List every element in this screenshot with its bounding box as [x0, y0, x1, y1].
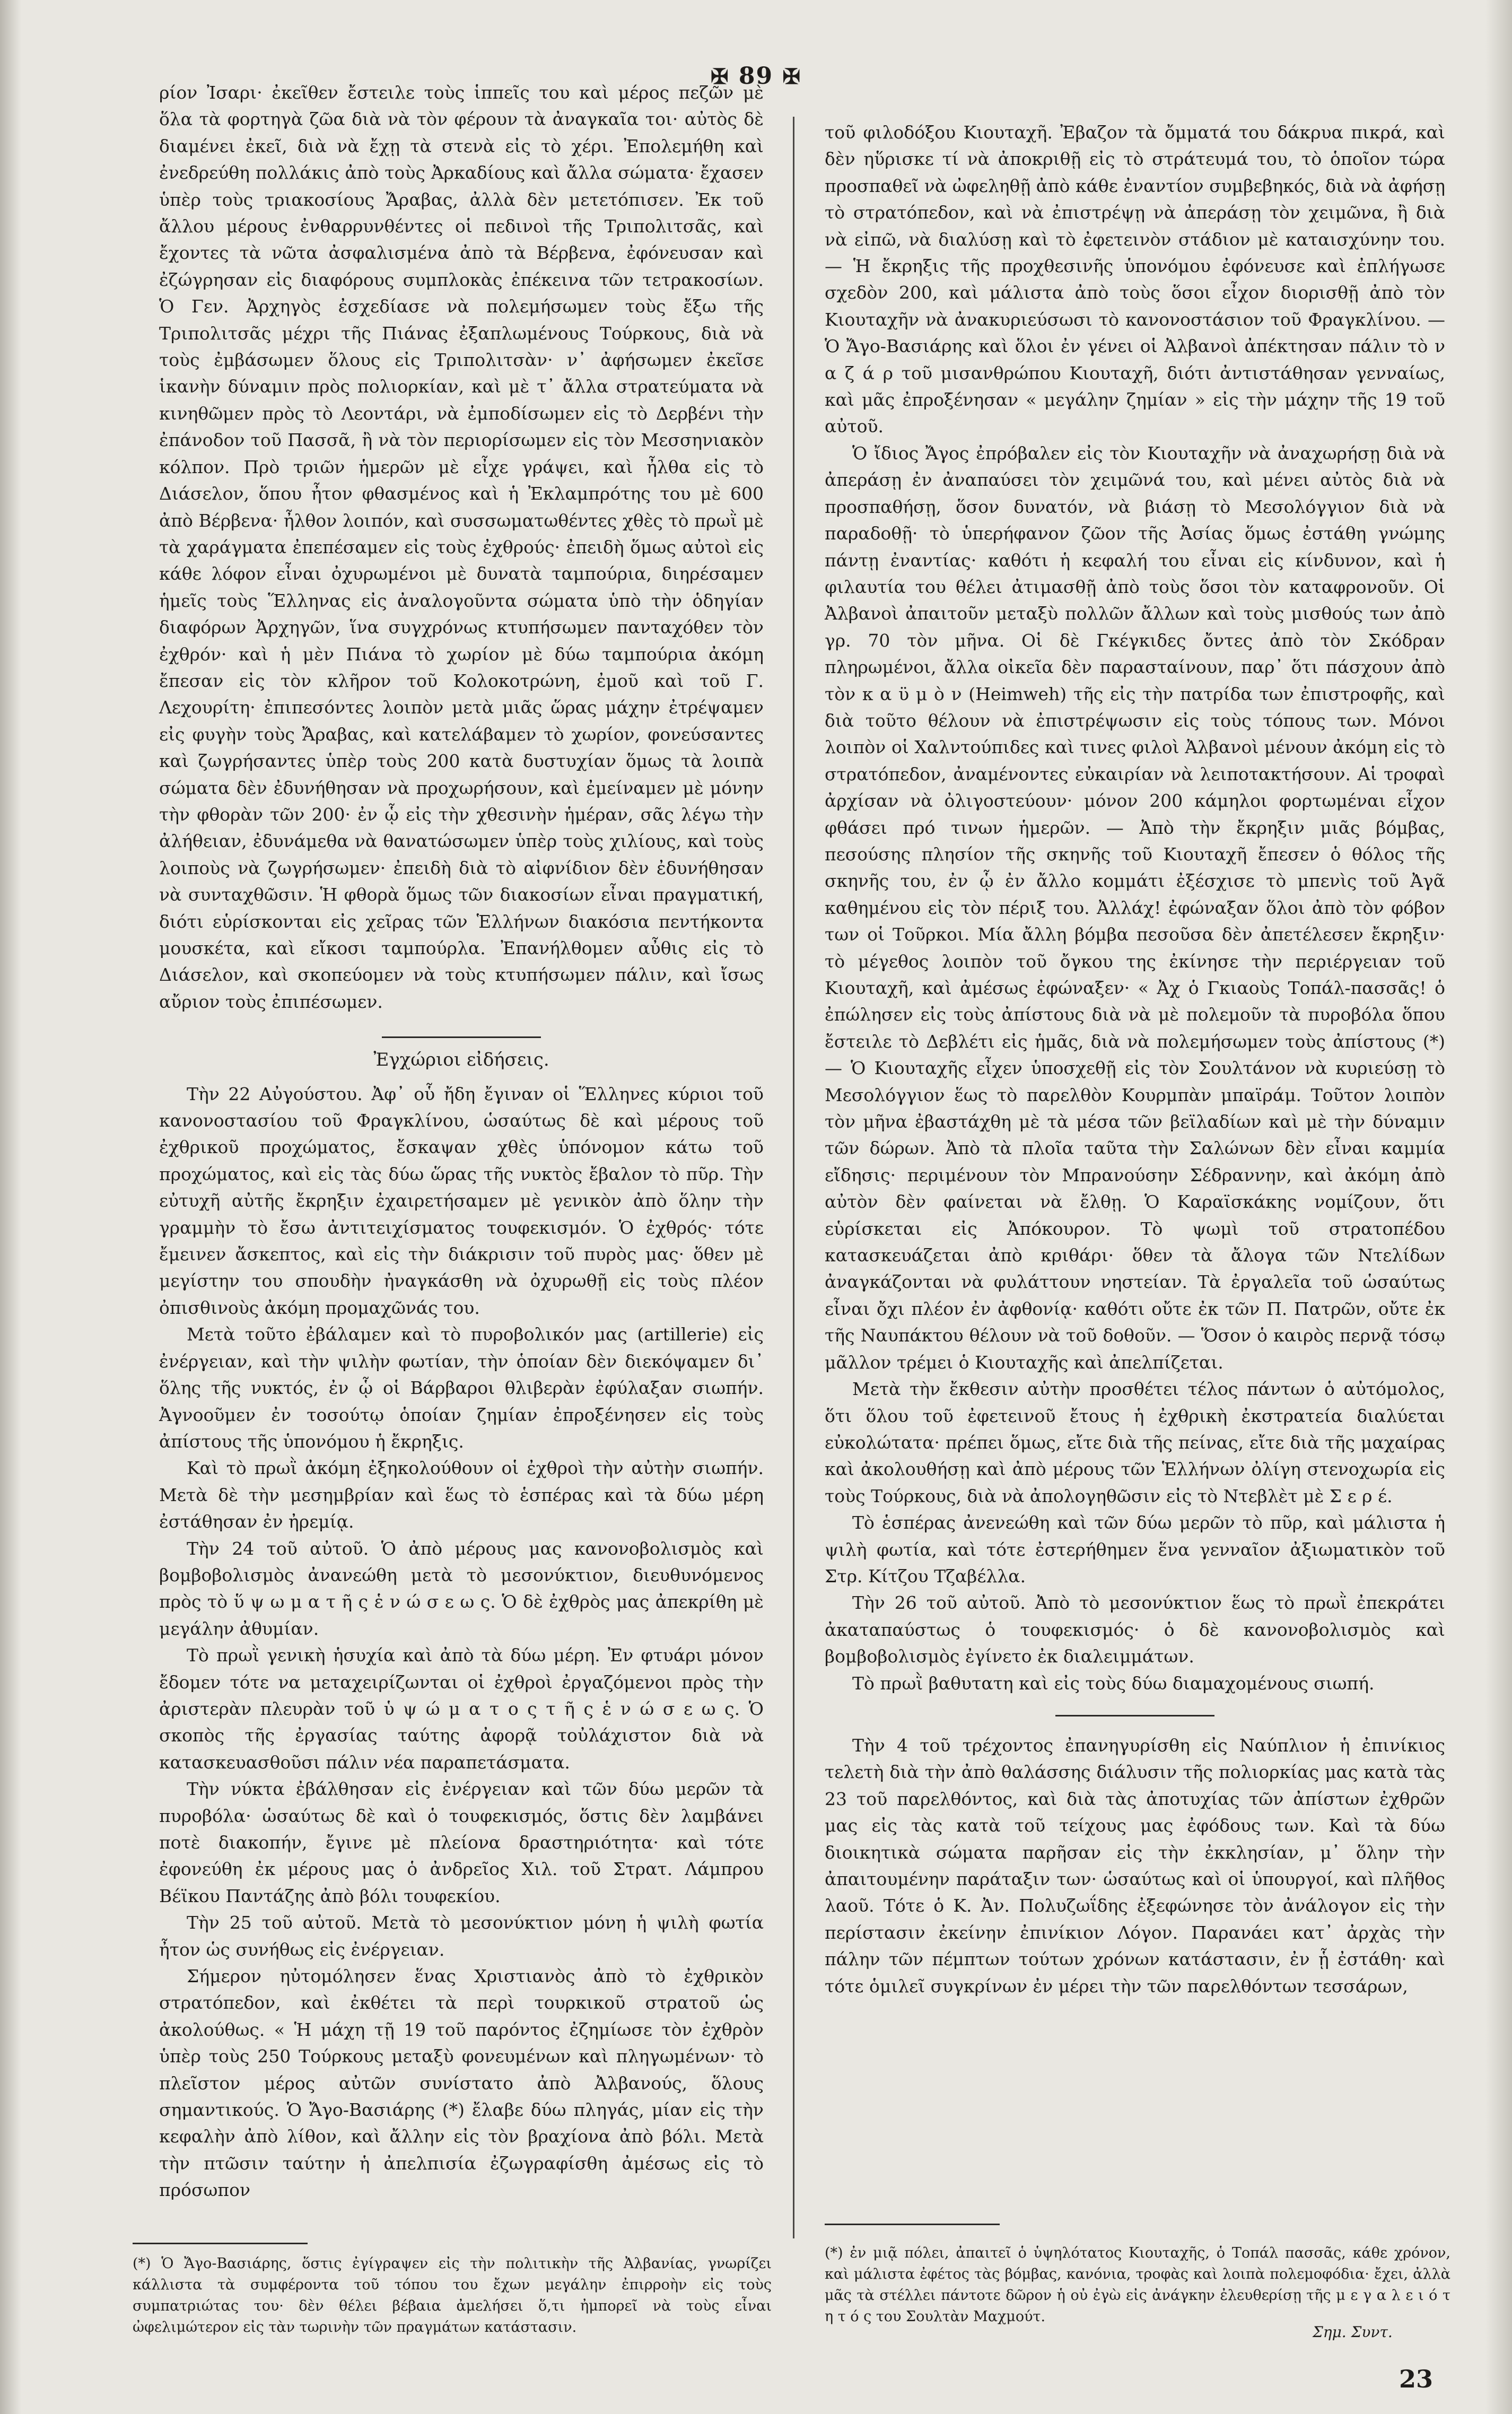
signature-mark: 23 [1399, 2365, 1434, 2393]
news-paragraph: Καὶ τὸ πρωῒ ἀκόμη ἐξηκολούθουν οἱ ἐχθροὶ τὴν αὐτὴν σιωπήν. Μετὰ δὲ τὴν μεσημβρίαν καὶ ἕως τὸ ἑσπέρας καὶ τὰ δύω μέρη ἐστάθησαν ἐν ἠρεμίᾳ. [159, 1458, 764, 1532]
page-number: 89 [738, 63, 774, 90]
news-paragraph: Τὸ πρωῒ βαθυτατη καὶ εἰς τοὺς δύω διαμαχομένους σιωπή. [852, 1672, 1375, 1694]
footnote-rule [133, 2243, 308, 2244]
section-rule [382, 1036, 541, 1038]
news-paragraph: Σήμερον ηὐτομόλησεν ἕνας Χριστιανὸς ἀπὸ τὸ ἐχθρικὸν στρατόπεδον, καὶ ἐκθέτει τὰ περὶ τουρκικοῦ στρατοῦ ὡς ἀκολούθως. « Ἡ μάχη τῇ 19 τοῦ παρόντος ἐζημίωσε τὸν ἐχθρὸν ὑπὲρ τοὺς 250 Τούρκους μεταξὺ φονευμένων καὶ πληγωμένων· τὸ πλεῖστον μέρος αὐτῶν συνίστατο ἀπὸ Ἀλβανούς, ὅλους σημαντικούς. Ὁ Ἄγο-Βασιάρης (*) ἔλαβε δύω πληγάς, μίαν εἰς τὴν κεφαλὴν ἀπὸ λίθον, καὶ ἄλλην εἰς τὸν βραχίονα ἀπὸ βόλι. Μετὰ τὴν πτῶσιν ταύτην ἡ ἀπελπισία ἐζωγραφίσθη ἀμέσως εἰς τὸ πρόσωπον [159, 1966, 764, 2201]
footnote-right: (*) ἐν μιᾷ πόλει, ἀπαιτεῖ ὁ ὑψηλότατος Κιουταχῆς, ὁ Τοπάλ πασσᾶς, κάθε χρόνον, καὶ μάλιστα ἐφέτος τὰς βόμβας, κανόνια, τροφὰς καὶ λοιπὰ πολεμοφόδια· ἔχει, ἀλλὰ μᾶς τὰ στέλλει πάντοτε δῶρον ἡ οὐ ἐγὼ εἰς ἀνάγκην ἐλευθερίσῃ τῆς μ ε γ α λ ε ι ό τ η τ ό ς του Σουλτὰν Μαχμούτ. [825, 2245, 1450, 2325]
page-edge-shadow-right [1485, 0, 1512, 2414]
news-paragraph: Μετὰ τοῦτο ἐβάλαμεν καὶ τὸ πυροβολικόν μας (artillerie) εἰς ἐνέργειαν, καὶ τὴν ψιλὴν φωτίαν, τὴν ὁποίαν δὲν διεκόψαμεν δι᾽ ὅλης τῆς νυκτός, ἐν ᾧ οἱ Βάρβαροι θλιβερὰν ἐφύλαξαν σιωπήν. Ἀγνοοῦμεν ἐν τοσούτῳ ὁποίαν ζημίαν ἐπροξένησεν εἰς τοὺς ἀπίστους τῆς ὑπονόμου ἡ ἔκρηξις. [159, 1324, 764, 1452]
news-paragraph: Ὁ ἴδιος Ἄγος ἐπρόβαλεν εἰς τὸν Κιουταχῆν νὰ ἀναχωρήσῃ διὰ νὰ ἀπεράσῃ ἐν ἀναπαύσει τὸν χειμῶνά του, καὶ μένει αὐτὸς διὰ νὰ προσπαθήσῃ, ὅσον δυνατόν, νὰ βιάσῃ τὸ Μεσολόγγιον διὰ νὰ παραδοθῇ· τὸ ὑπερήφανον ζῶον τῆς Ἀσίας ὅμως ἐστάθη γνώμης πάντῃ ἐναντίας· καθότι ἡ κεφαλή του εἶναι εἰς κίνδυνον, καὶ ἡ φιλαυτία του θέλει ἀτιμασθῇ ἀπὸ τοὺς ὅσοι τὸν καταφρονοῦν. Οἱ Ἀλβανοὶ ἀπαιτοῦν μεταξὺ πολλῶν ἄλλων καὶ τοὺς μισθούς των ἀπὸ γρ. 70 τὸν μῆνα. Οἱ δὲ Γκέγκιδες ὄντες ἀπὸ τὸν Σκόδραν πληρωμένοι, ἄλλα οἰκεῖα δὲν παρασταίνουν, παρ᾽ ὅτι πάσχουν ἀπὸ τὸν κ α ϋ μ ὸ ν (Heimweh) τῆς εἰς τὴν πατρίδα των ἐπιστροφῆς, καὶ διὰ τοῦτο θέλουν νὰ ἐπιστρέψωσιν εἰς τοὺς τόπους των. Μόνοι λοιπὸν οἱ Χαλντούπιδες καὶ τινες φιλοὶ Ἀλβανοὶ μένουν ἀκόμη εἰς τὸ στρατόπεδον, ἀναμένοντες εὐκαιρίαν νὰ λειποτακτήσουν. Αἱ τροφαὶ ἀρχίσαν νὰ ὀλιγοστεύουν· μόνον 200 κάμηλοι φορτωμέναι εἶχον φθάσει πρό τινων ἡμερῶν. — Ἀπὸ τὴν ἔκρηξιν μιᾶς βόμβας, πεσούσης πλησίον τῆς σκηνῆς τοῦ Κιουταχῆ ἔπεσεν ὁ θόλος τῆς σκηνῆς του, ἐν ᾧ ἐν ἄλλο κομμάτι ἐξέσχισε τὸ μπενὶς τοῦ Ἀγᾶ καθημένου εἰς τὸν πέριξ του. Ἀλλάχ! ἐφώναξαν ὅλοι ἀπὸ τὸν φόβον των οἱ Τοῦρκοι. Μία ἄλλη βόμβα πεσοῦσα δὲν ἀπετέλεσεν ἔκρηξιν· τὸ μέγεθος λοιπὸν τοῦ ὄγκου της ἐκίνησε τὴν περιέργειαν τοῦ Κιουταχῆ, καὶ ἀμέσως ἐφώναξεν· « Ἀχ ὁ Γκιαοὺς Τοπάλ-πασσᾶς! ὁ ἐπώλησεν εἰς τοὺς ἀπίστους διὰ νὰ μὲ πολεμοῦν τὰ πυροβόλα ὅπου ἔστειλε τὸ Δεβλέτι εἰς ἡμᾶς, διὰ νὰ πολεμήσωμεν τοὺς ἀπίστους (*) — Ὁ Κιουταχῆς εἶχεν ὑποσχεθῇ εἰς τὸν Σουλτάνον νὰ κυριεύσῃ τὸ Μεσολόγγιον ἕως τὸ παρελθὸν Κουρμπὰν μπαϊράμ. Τοῦτον λοιπὸν τὸν μῆνα ἐβαστάχθη μὲ τὰ μέσα τῶν βεϊλαδίων καὶ μὲ τὴν δύναμιν τῶν δώρων. Ἀπὸ τὰ πλοῖα ταῦτα τὴν Σαλώνων δὲν εἶναι καμμία εἴδησις· περιμένουν τὸν Μπρανούσην Σέδραννην, καὶ ἀκόμη ἀπὸ αὐτὸν δὲν φαίνεται νὰ ἔλθῃ. Ὁ Καραϊσκάκης νομίζουν, ὅτι εὑρίσκεται εἰς Ἀπόκουρον. Τὸ ψωμὶ τοῦ στρατοπέδου κατασκευάζεται ἀπὸ κριθάρι· ὅθεν τὰ ἄλογα τῶν Ντελίδων ἀναγκάζονται νὰ φυλάττουν νηστείαν. Τὰ ἐργαλεῖα τοῦ ὡσαύτως εἶναι ὄχι πλέον ἐν ἀφθονίᾳ· καθότι οὔτε ἐκ τῶν Π. Πατρῶν, οὔτε ἐκ τῆς Ναυπάκτου θέλουν νὰ τοῦ δοθοῦν. — Ὅσον ὁ καιρὸς περνᾷ τόσῳ μᾶλλον τρέμει ὁ Κιουταχῆς καὶ ἀπελπίζεται. [825, 442, 1445, 1373]
news-paragraph: Τὴν 24 τοῦ αὐτοῦ. Ὁ ἀπὸ μέρους μας κανονοβολισμὸς καὶ βομβοβολισμὸς ἀνανεώθη μετὰ τὸ μεσονύκτιον, διευθυνόμενος πρὸς τὸ ὕ ψ ω μ α τ ῆ ς ἑ ν ώ σ ε ω ς. Ὁ δὲ ἐχθρὸς μας ἀπεκρίθη μὲ μεγάλην ἀθυμίαν. [159, 1538, 764, 1639]
news-paragraph: Μετὰ τὴν ἔκθεσιν αὐτὴν προσθέτει τέλος πάντων ὁ αὐτόμολος, ὅτι ὅλου τοῦ ἐφετεινοῦ ἔτους ἡ ἐχθρικὴ ἐκστρατεία διαλύεται εὐκολώτατα· πρέπει ὅμως, εἴτε διὰ τῆς πείνας, εἴτε διὰ τῆς μαχαίρας καὶ ἀκολουθήσῃ καὶ ἀπὸ μέρους τῶν Ἑλλήνων ὀλίγη στενοχωρία εἰς τοὺς Τούρκους, διὰ νὰ ἀπολογηθῶσιν εἰς τὸ Ντεβλὲτ μὲ Σ ε ρ έ. [825, 1379, 1445, 1506]
news-paragraph: Τὴν 26 τοῦ αὐτοῦ. Ἀπὸ τὸ μεσονύκτιον ἕως τὸ πρωῒ ἐπεκράτει ἀκαταπαύστως ὁ τουφεκισμός· ὁ δὲ κανονοβολισμὸς καὶ βομβοβολισμὸς ἐγίνετο ἐκ διαλειμμάτων. [825, 1592, 1445, 1667]
news-paragraph: τοῦ φιλοδόξου Κιουταχῆ. Ἐβαζον τὰ ὄμματά του δάκρυα πικρά, καὶ δὲν ηὕρισκε τί νὰ ἀποκριθῇ εἰς τὸ στράτευμά του, τὸ ὁποῖον τώρα προσπαθεῖ νὰ ὠφεληθῇ ἀπὸ κάθε ἐναντίον συμβεβηκός, διὰ νὰ ἀφήσῃ τὸ στρατόπεδον, καὶ νὰ ἐπιστρέψῃ νὰ ἀπεράσῃ τὸν χειμῶνα, ἢ διὰ νὰ εἰπῶ, νὰ διαλύσῃ καὶ τὸ ἐφετεινὸν στάδιον μὲ καταισχύνην του. — Ἡ ἔκρηξις τῆς προχθεσινῆς ὑπονόμου ἐφόνευσε καὶ ἐπλήγωσε σχεδὸν 200, καὶ μάλιστα ἀπὸ τοὺς ὅσοι εἶχον διορισθῇ ἀπὸ τὸν Κιουταχῆν νὰ ἀνακυριεύσωσι τὸ κανονοστάσιον τοῦ Φραγκλίνου. — Ὁ Ἄγο-Βασιάρης καὶ ὅλοι ἐν γένει οἱ Ἀλβανοὶ ἀπέκτησαν πάλιν τὸ ν α ζ ά ρ τοῦ μισανθρώπου Κιουταχῆ, διότι ἀντιστάθησαν γενναίως, καὶ μᾶς ἐπροξένησαν « μεγάλην ζημίαν » εἰς τὴν μάχην τῆς 19 τοῦ αὐτοῦ. [825, 122, 1445, 437]
footnote-rule [825, 2224, 1000, 2225]
news-paragraph: Τὴν 22 Αὐγούστου. Ἀφ᾽ οὗ ἤδη ἔγιναν οἱ Ἕλληνες κύριοι τοῦ κανονοστασίου τοῦ Φραγκλίνου, ὡσαύτως δὲ καὶ μέρους τοῦ ἐχθρικοῦ προχώματος, ἔσκαψαν χθὲς ὑπόνομον κάτω τοῦ προχώματος, καὶ εἰς τὰς δύω ὥρας τῆς νυκτὸς ἔβαλον τὸ πῦρ. Τὴν εὐτυχῆ αὐτῆς ἔκρηξιν ἐχαιρετήσαμεν μὲ γενικὸν ἀπὸ ὅλην τὴν γραμμὴν τὸ ἔσω ἀντιτειχίσματος τουφεκισμόν. Ὁ ἐχθρός· τότε ἔμεινεν ἄσκεπτος, καὶ εἰς τὴν διάκρισιν τοῦ πυρὸς μας· ὅθεν μὲ μεγίστην του σπουδὴν ἠναγκάσθη νὰ ὀχυρωθῇ εἰς τοὺς πλέον ὀπισθινοὺς ἀκόμη προμαχῶνάς του. [159, 1083, 764, 1318]
ornament-left-icon: ✠ [711, 64, 730, 89]
footnote-signature: Σημ. Συντ. [1313, 2323, 1393, 2341]
right-column [825, 119, 1445, 2000]
section-rule [1055, 1715, 1214, 1716]
footnote-left: (*) Ὁ Ἄγο-Βασιάρης, ὅστις ἐγίγραψεν εἰς τὴν πολιτικὴν τῆς Ἀλβανίας, γνωρίζει κάλλιστα τὰ συμφέροντα τοῦ τόπου του ἔχων μεγάλην ἐπιρροὴν εἰς τοὺς συμπατριώτας του· δὲν θέλει βέβαια ἀμελήσει ὅ,τι ἠμπορεῖ νὰ τοὺς εἶναι ὠφελιμώτερον εἰς τὰν τωρινὴν τῶν πραγμάτων κατάστασιν. [133, 2255, 772, 2335]
page-edge-shadow [0, 0, 21, 2414]
news-paragraph: Τὴν νύκτα ἐβάλθησαν εἰς ἐνέργειαν καὶ τῶν δύω μερῶν τὰ πυροβόλα· ὡσαύτως δὲ καὶ ὁ τουφεκισμός, ὅστις δὲν λαμβάνει ποτὲ διακοπήν, ἔγινε μὲ πλείονα δραστηριότητα· καὶ τότε ἐφονεύθη ἐκ μέρους μας ὁ ἀνδρεῖος Χιλ. τοῦ Στρατ. Λάμπρου Βέϊκου Παντάζης ἀπὸ βόλι τουφεκίου. [159, 1779, 764, 1906]
column-divider [793, 117, 794, 2238]
news-paragraph: Τὸ πρωῒ γενικὴ ἡσυχία καὶ ἀπὸ τὰ δύω μέρη. Ἐν φτυάρι μόνον ἔδομεν τότε να μεταχειρίζωνται οἱ ἐχθροὶ ἐργαζόμενοι πρὸς τὴν ἀριστερὰν πλευρὰν τοῦ ὑ ψ ώ μ α τ ο ς τ ῆ ς ἑ ν ώ σ ε ω ς. Ὁ σκοπὸς τῆς ἐργασίας ταύτης ἀφορᾷ τοὐλάχιστον διὰ νὰ κατασκευασθοῦσι πάλιν νέα παραπετάσματα. [159, 1645, 764, 1773]
left-column [159, 80, 764, 2204]
news-paragraph: Τὴν 25 τοῦ αὐτοῦ. Μετὰ τὸ μεσονύκτιον μόνη ἡ ψιλὴ φωτία ἦτον ὡς συνήθως εἰς ἐνέργειαν. [159, 1912, 764, 1960]
news-paragraph: Τὴν 4 τοῦ τρέχοντος ἐπανηγυρίσθη εἰς Ναύπλιον ἡ ἐπινίκιος τελετὴ διὰ τὴν ἀπὸ θαλάσσης διάλυσιν τῆς πολιορκίας μας κατὰ τὰς 23 τοῦ παρελθόντος, καὶ διὰ τὰς ἀποτυχίας τῶν ἀπίστων ἐχθρῶν μας εἰς τὰς κατὰ τοῦ τείχους μας ἐφόδους των. Καὶ τὰ δύω διοικητικὰ σώματα παρῆσαν εἰς τὴν ἐκκλησίαν, μ᾽ ὅλην τὴν ἀπαιτουμένην παράταξιν των· ὡσαύτως καὶ οἱ ὑπουργοί, καὶ πλῆθος λαοῦ. Τότε ὁ Κ. Ἀν. Πολυζωΐδης ἐξεφώνησε τὸν ἀνάλογον εἰς τὴν περίστασιν ἐκείνην ἐπινίκιον Λόγον. Παρανάει κατ᾽ ἀρχὰς τὴν πάλην τῶν πέμπτων τούτων χρόνων κατάστασιν, ἐν ᾗ ἐστάθη· καὶ τότε ὁμιλεῖ συγκρίνων ἐν μέρει τὴν τῶν παρελθόντων τεσσάρων, [825, 1735, 1445, 1997]
ornament-right-icon: ✠ [782, 64, 801, 89]
section-heading: Ἐγχώριοι εἰδήσεις. [373, 1049, 549, 1071]
news-paragraph: Τὸ ἑσπέρας ἀνενεώθη καὶ τῶν δύω μερῶν τὸ πῦρ, καὶ μάλιστα ἡ ψιλὴ φωτία, καὶ τότε ἐστερήθημεν ἕνα γενναῖον ἀξιωματικὸν τοῦ Στρ. Κίτζου Τζαβέλλα. [825, 1512, 1445, 1587]
letter-text: ρίον Ἰσαρι· ἐκεῖθεν ἔστειλε τοὺς ἱππεῖς του καὶ μέρος πεζῶν μὲ ὅλα τὰ φορτηγὰ ζῶα διὰ νὰ τὸν φέρουν τὰ ἀναγκαῖα τοι· αὐτὸς δὲ διαμένει ἐκεῖ, διὰ νὰ ἔχῃ τὰ στενὰ εἰς τὸ χέρι. Ἐπολεμήθη καὶ ἐνεδρεύθη πολλάκις ἀπὸ τοὺς Ἀρκαδίους καὶ ἄλλα σώματα· ἔχασεν ὑπὲρ τοὺς τριακοσίους Ἄραβας, ἀλλὰ δὲν μετετόπισεν. Ἐκ τοῦ ἄλλου μέρους ἐνθαρρυνθέντες οἱ πεδινοὶ τῆς Τριπολιτσᾶς, καὶ ἔχοντες τὰ νῶτα ἀσφαλισμένα ἀπὸ τὰ Βέρβενα, ἐφόνευσαν καὶ ἐζώγρησαν εἰς διαφόρους συμπλοκὰς ἐπέκεινα τῶν τετρακοσίων. Ὁ Γεν. Ἀρχηγὸς ἐσχεδίασε νὰ πολεμήσωμεν τοὺς ἔξω τῆς Τριπολιτσᾶς μέχρι τῆς Πιάνας ἐξαπλωμένους Τούρκους, διὰ νὰ τοὺς ἐμβάσωμεν ὅλους εἰς Τριπολιτσὰν· ν᾽ ἀφήσωμεν ἐκεῖσε ἱκανὴν δύναμιν πρὸς πολιορκίαν, καὶ μὲ τ᾽ ἄλλα στρατεύματα νὰ κινηθῶμεν πρὸς τὸ Λεοντάρι, νὰ ἐμποδίσωμεν εἰς τὸ Δερβένι τὴν ἐπάνοδον τοῦ Πασσᾶ, ἢ νὰ τὸν περιορίσωμεν εἰς τὸν Μεσσηνιακὸν κόλπον. Πρὸ τριῶν ἡμερῶν μὲ εἶχε γράψει, καὶ ἦλθα εἰς τὸ Διάσελον, ὅπου ἦτον φθασμένος καὶ ἡ Ἐκλαμπρότης του μὲ 600 ἀπὸ Βέρβενα· ἦλθον λοιπόν, καὶ συσσωματωθέντες χθὲς τὸ πρωῒ μὲ τὰ χαράγματα ἐπεπέσαμεν εἰς τοὺς ἐχθρούς· ἐπειδὴ ὅμως αὐτοὶ εἰς κάθε λόφον εἶναι ὀχυρωμένοι μὲ δυνατὰ ταμπούρια, διηρέσαμεν ἡμεῖς τοὺς Ἕλληνας εἰς ἀναλογοῦντα σώματα ὑπὸ τὴν ὁδηγίαν διαφόρων Ἀρχηγῶν, ἵνα συγχρόνως κτυπήσωμεν πανταχόθεν τὸν ἐχθρόν· καὶ ἡ μὲν Πιάνα τὸ χωρίον μὲ δύω ταμπούρια ἀκόμη ἔπεσαν εἰς τὸν κλῆρον τοῦ Κολοκοτρώνη, ἐμοῦ καὶ τοῦ Γ. Λεχουρίτη· ἐπιπεσόντες λοιπὸν μετὰ μιᾶς ὥρας μάχην ἐτρέψαμεν εἰς φυγὴν τοὺς Ἄραβας, καὶ κατελάβαμεν τὸ χωρίον, φονεύσαντες καὶ ζωγρήσαντες ὑπὲρ τοὺς 200 κατὰ δυστυχίαν ὅμως τὰ λοιπὰ σώματα δὲν ἐδυνήθησαν νὰ προχωρήσουν, καὶ ἐμείναμεν μὲ μόνην τὴν φθορὰν τῶν 200· ἐν ᾧ εἰς τὴν χθεσινὴν ἡμέραν, σᾶς λέγω τὴν ἀλήθειαν, ἐδυνάμεθα νὰ θανατώσωμεν ὑπὲρ τοὺς χιλίους, καὶ τοὺς λοιποὺς νὰ ζωγρήσωμεν· ἐπειδὴ διὰ τὸ αἰφνίδιον δὲν ἐδυνήθησαν νὰ συνταχθῶσιν. Ἡ φθορὰ ὅμως τῶν διακοσίων εἶναι πραγματική, διότι εὑρίσκονται εἰς χεῖρας τῶν Ἑλλήνων διακόσια πεντήκοντα μουσκέτα, καὶ εἴκοσι ταμπούρλα. Ἐπανήλθομεν αὖθις εἰς τὸ Διάσελον, καὶ σκοπεύομεν νὰ τοὺς κτυπήσωμεν πάλιν, καὶ ἴσως αὔριον τοὺς ἐπιπέσωμεν. [159, 82, 764, 1012]
